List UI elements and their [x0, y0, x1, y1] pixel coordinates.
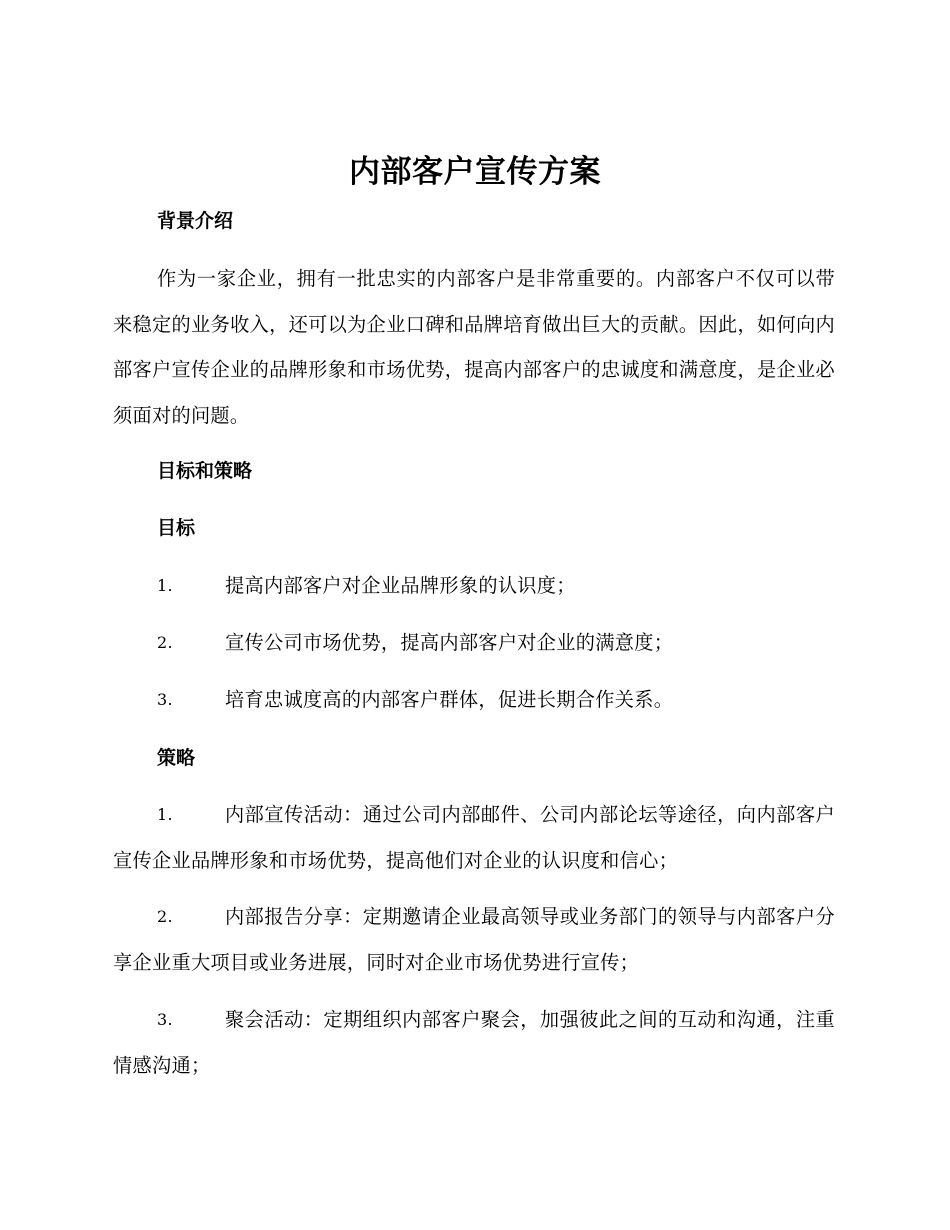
- section-heading-goals-strategy: 目标和策略: [157, 460, 253, 482]
- list-item-number: 2.: [157, 633, 173, 652]
- list-item-text: 培育忠诚度高的内部客户群体，促进长期合作关系。: [225, 688, 674, 711]
- strategy-list-item: [113, 894, 835, 985]
- goal-list-item: [113, 563, 835, 609]
- list-item-number: 2.: [157, 907, 173, 926]
- section-heading-background: 背景介绍: [157, 210, 234, 232]
- list-item-text: 内部宣传活动：通过公司内部邮件、公司内部论坛等途径，向内部客户宣传企业品牌形象和市场优势，提高他们对企业的认识度和信心；: [113, 803, 835, 872]
- list-item-number: 1.: [157, 805, 173, 824]
- document-title: 内部客户宣传方案: [349, 154, 601, 190]
- list-item-number: 1.: [157, 576, 173, 595]
- list-item-text: 聚会活动：定期组织内部客户聚会，加强彼此之间的互动和沟通，注重情感沟通；: [113, 1008, 835, 1077]
- list-item-text: 提高内部客户对企业品牌形象的认识度；: [225, 574, 576, 597]
- list-item-text: 内部报告分享：定期邀请企业最高领导或业务部门的领导与内部客户分享企业重大项目或业务进展，同时对企业市场优势进行宣传；: [113, 905, 835, 974]
- strategy-list-item: [113, 792, 835, 883]
- strategy-list-item: [113, 997, 835, 1088]
- section-heading-goals: 目标: [157, 517, 196, 539]
- list-item-text: 宣传公司市场优势，提高内部客户对企业的满意度；: [225, 631, 674, 654]
- list-item-number: 3.: [157, 1010, 173, 1029]
- goal-list-item: [113, 620, 835, 666]
- goal-list-item: [113, 677, 835, 723]
- list-item-number: 3.: [157, 690, 173, 709]
- section-heading-strategy: 策略: [157, 747, 196, 769]
- background-paragraph: 作为一家企业，拥有一批忠实的内部客户是非常重要的。内部客户不仅可以带来稳定的业务收入，还可以为企业口碑和品牌培育做出巨大的贡献。因此，如何向内部客户宣传企业的品牌形象和市场优势，提高内部客户的忠诚度和满意度，是企业必须面对的问题。: [113, 267, 835, 427]
